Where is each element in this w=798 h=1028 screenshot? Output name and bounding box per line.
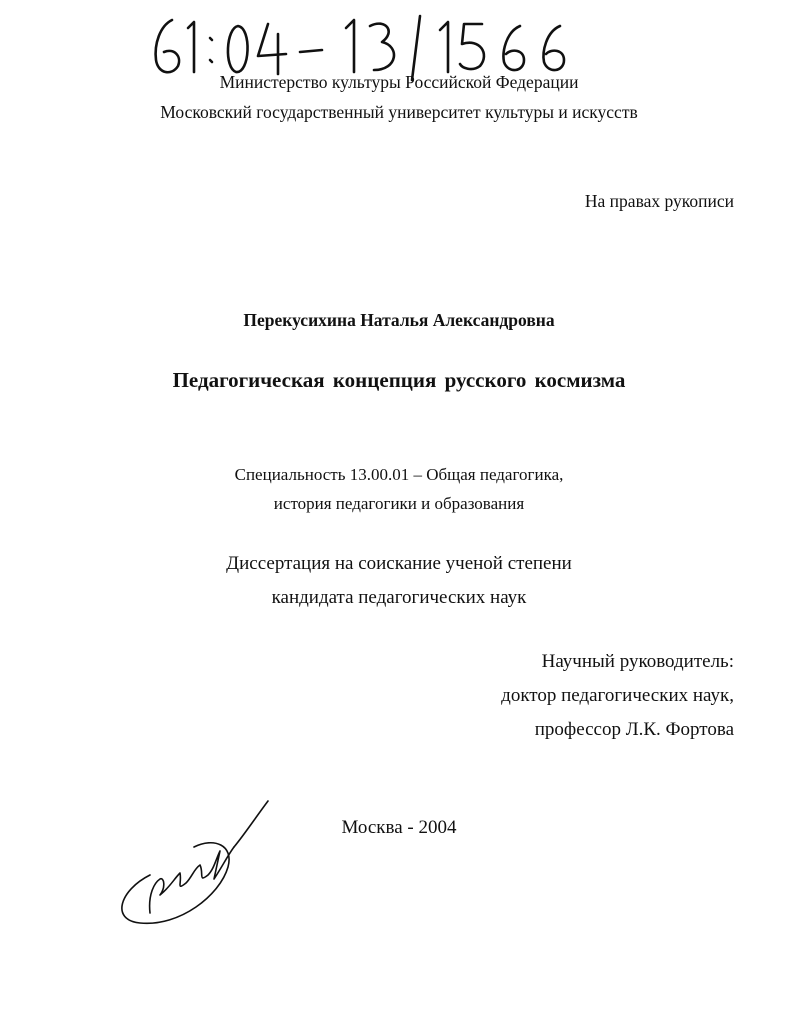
city-and-year: Москва - 2004 — [341, 817, 457, 838]
advisor-name: профессор Л.К. Фортова — [534, 719, 734, 740]
specialty-line-2: история педагогики и образования — [273, 494, 525, 513]
university-name: Московский государственный университет культуры и искусств — [160, 102, 638, 122]
signature — [110, 795, 280, 935]
dissertation-title: Педагогическая концепция русского космизма — [172, 368, 626, 392]
specialty-line-1: Специальность 13.00.01 – Общая педагогика, — [234, 465, 564, 484]
svg-text:61:04-13/1566: 61:04-13/1566 — [150, 10, 156, 11]
degree-line-1: Диссертация на соискание ученой степени — [226, 553, 572, 574]
manuscript-note: На правах рукописи — [584, 191, 734, 211]
advisor-degree: доктор педагогических наук, — [501, 685, 734, 706]
ministry-name: Министерство культуры Российской Федерации — [219, 72, 579, 92]
advisor-label: Научный руководитель: — [541, 651, 734, 672]
degree-line-2: кандидата педагогических наук — [271, 587, 527, 608]
author-name: Перекусихина Наталья Александровна — [243, 310, 555, 330]
